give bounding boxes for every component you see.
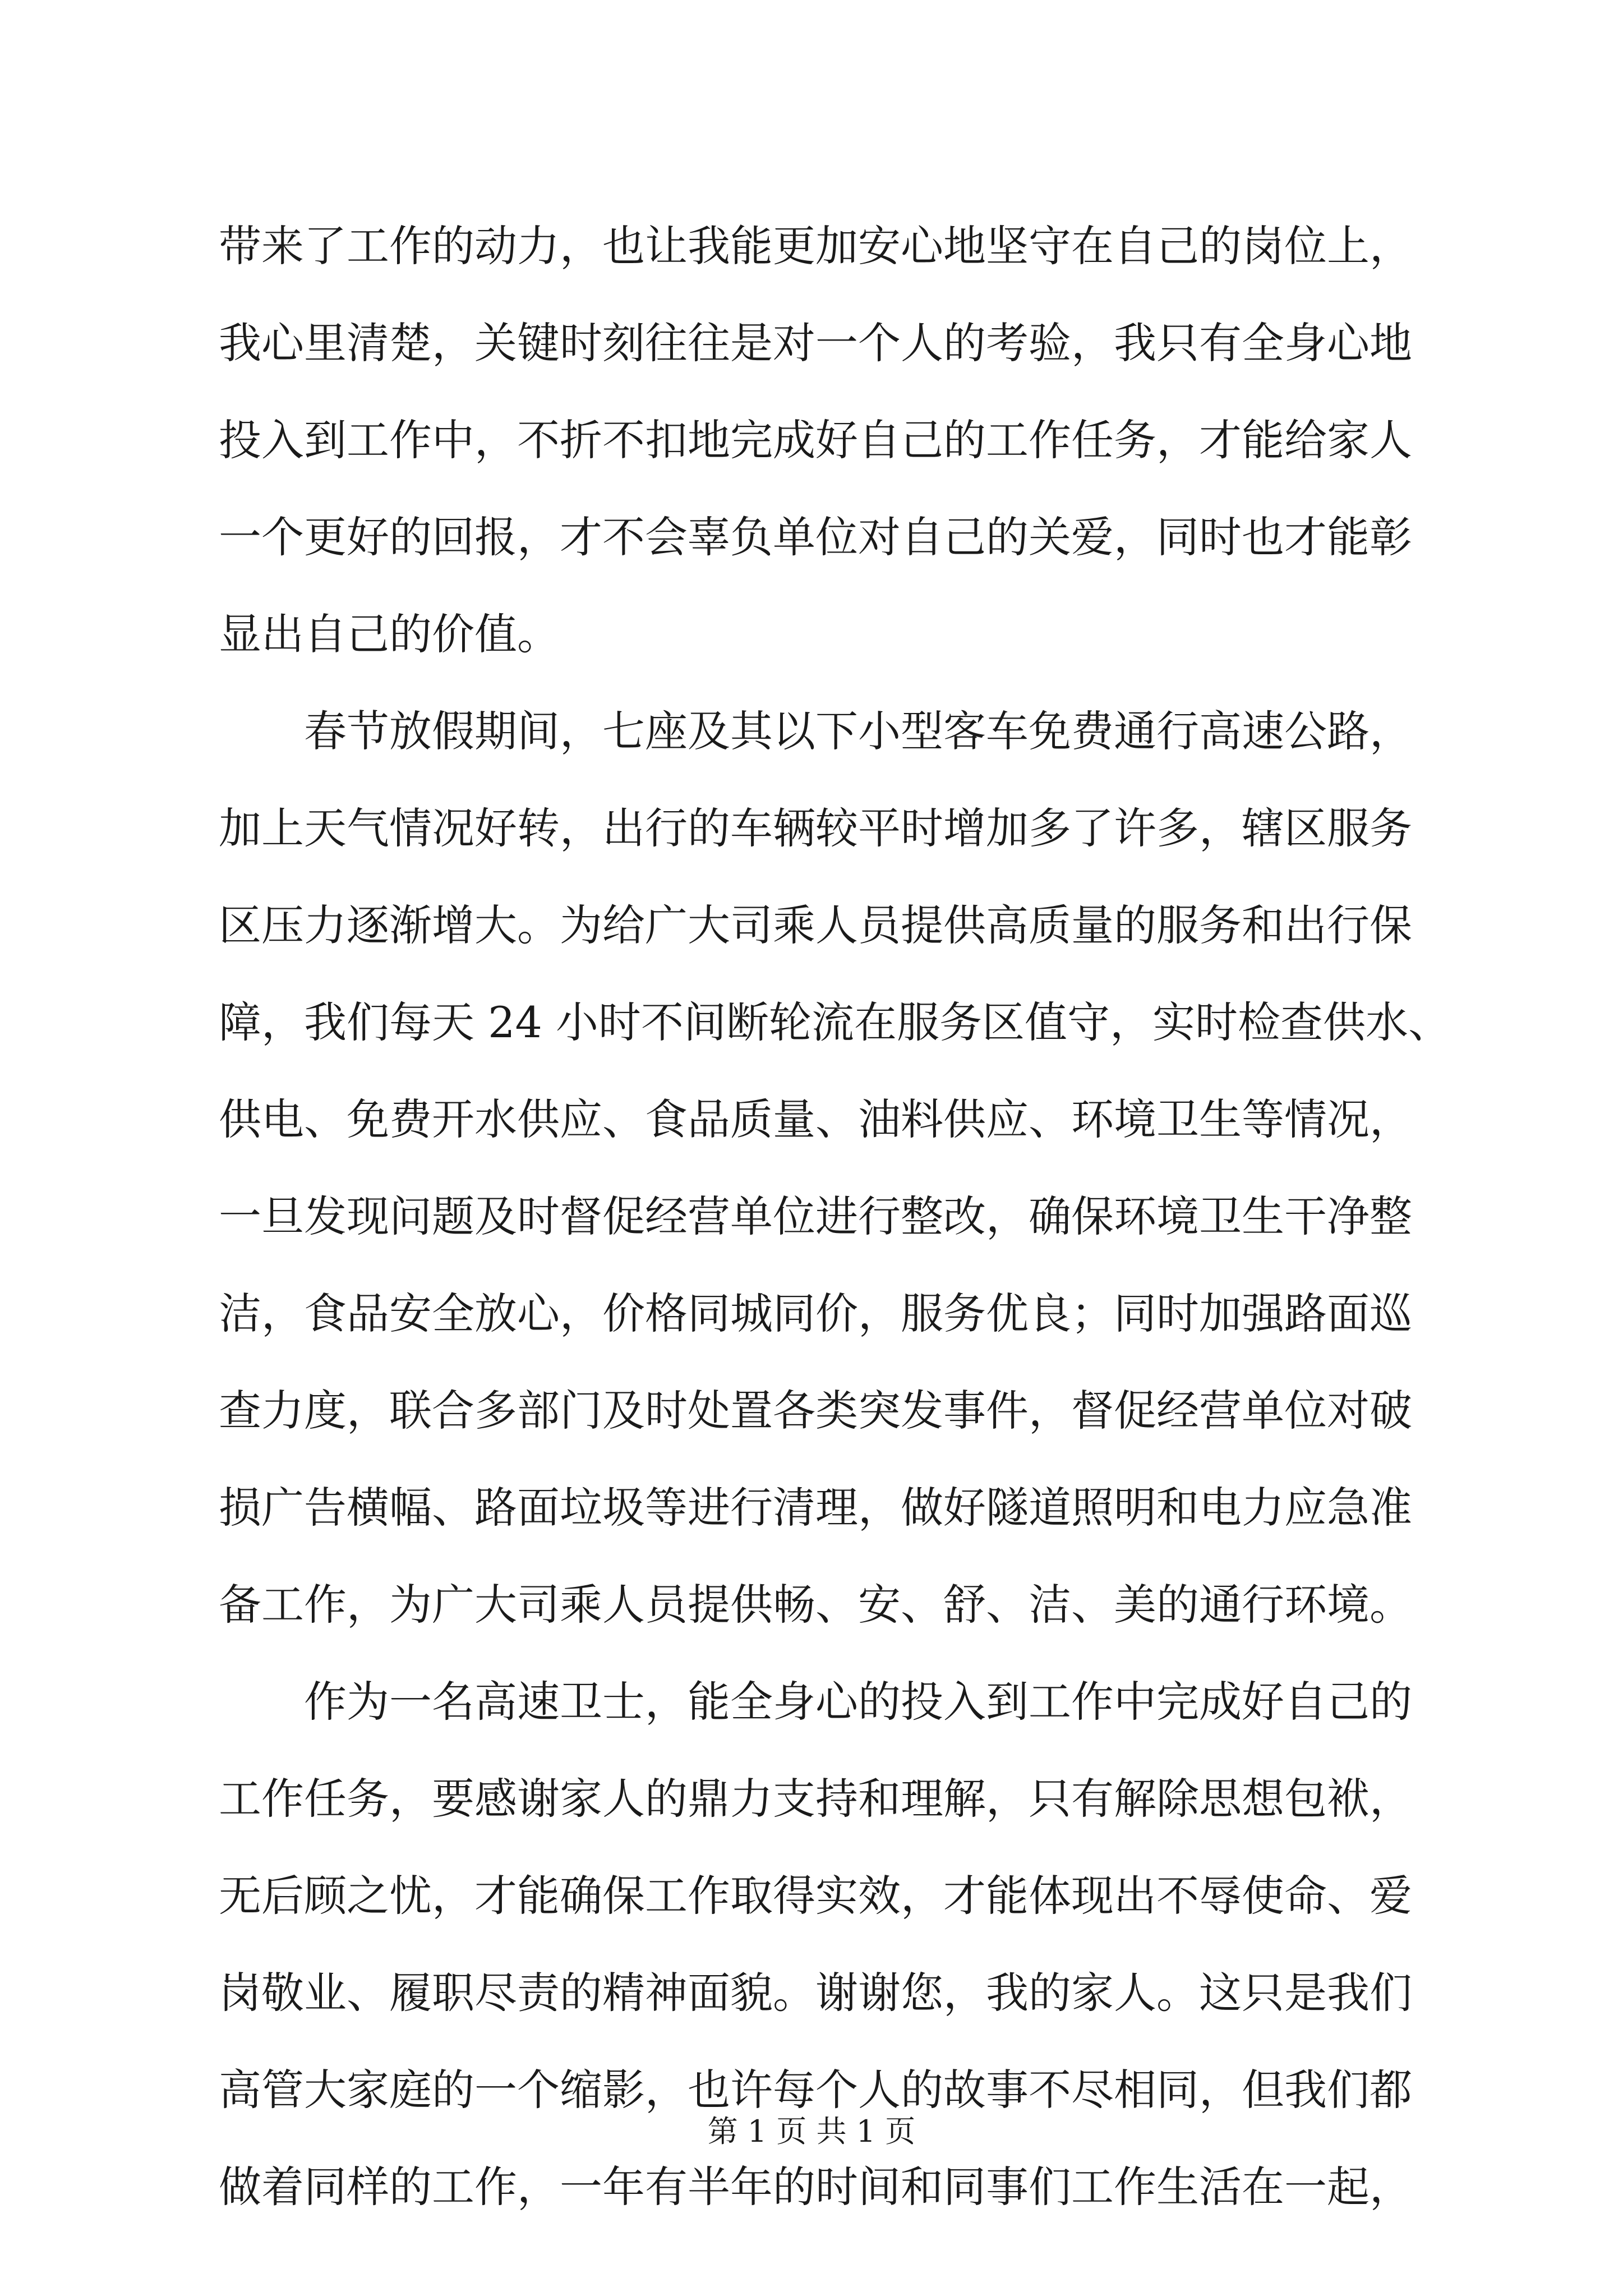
- text-line: 投入到工作中，不折不扣地完成好自己的工作任务，才能给家人: [219, 415, 1412, 465]
- paragraph-first-line: 春节放假期间，七座及其以下小型客车免费通行高速公路，: [304, 706, 1412, 756]
- text-line: 我心里清楚，关键时刻往往是对一个人的考验，我只有全身心地: [219, 318, 1412, 368]
- text-line: 查力度，联合多部门及时处置各类突发事件，督促经营单位对破: [219, 1386, 1412, 1435]
- text-line: 带来了工作的动力，也让我能更加安心地坚守在自己的岗位上，: [219, 221, 1412, 271]
- text-line: 无后顾之忧，才能确保工作取得实效，才能体现出不辱使命、爱: [219, 1871, 1412, 1921]
- page-footer: [0, 2109, 1623, 2154]
- text-line: 损广告横幅、路面垃圾等进行清理，做好隧道照明和电力应急准: [219, 1483, 1412, 1533]
- text-line: 加上天气情况好转，出行的车辆较平时增加多了许多，辖区服务: [219, 803, 1412, 853]
- text-line: 障，我们每天 24 小时不间断轮流在服务区值守，实时检查供水、: [219, 997, 1451, 1047]
- text-line: 岗敬业、履职尽责的精神面貌。谢谢您，我的家人。这只是我们: [219, 1968, 1412, 2018]
- text-line: 做着同样的工作，一年有半年的时间和同事们工作生活在一起，: [219, 2162, 1412, 2212]
- text-line: 一旦发现问题及时督促经营单位进行整改，确保环境卫生干净整: [219, 1191, 1412, 1241]
- text-line: 供电、免费开水供应、食品质量、油料供应、环境卫生等情况，: [219, 1094, 1412, 1144]
- text-line: 备工作，为广大司乘人员提供畅、安、舒、洁、美的通行环境。: [219, 1580, 1412, 1630]
- text-line: 显出自己的价值。: [219, 609, 560, 659]
- text-line: 一个更好的回报，才不会辜负单位对自己的关爱，同时也才能彰: [219, 512, 1412, 562]
- text-line: 工作任务，要感谢家人的鼎力支持和理解，只有解除思想包袱，: [219, 1774, 1412, 1824]
- paragraph-first-line: 作为一名高速卫士，能全身心的投入到工作中完成好自己的: [304, 1677, 1412, 1727]
- text-line: 高管大家庭的一个缩影，也许每个人的故事不尽相同，但我们都: [219, 2065, 1412, 2115]
- document-body: [219, 197, 1451, 2235]
- text-line: 区压力逐渐增大。为给广大司乘人员提供高质量的服务和出行保: [219, 900, 1412, 950]
- text-line: 洁，食品安全放心，价格同城同价，服务优良；同时加强路面巡: [219, 1289, 1412, 1338]
- page-number-label: 第 1 页 共 1 页: [707, 2114, 916, 2149]
